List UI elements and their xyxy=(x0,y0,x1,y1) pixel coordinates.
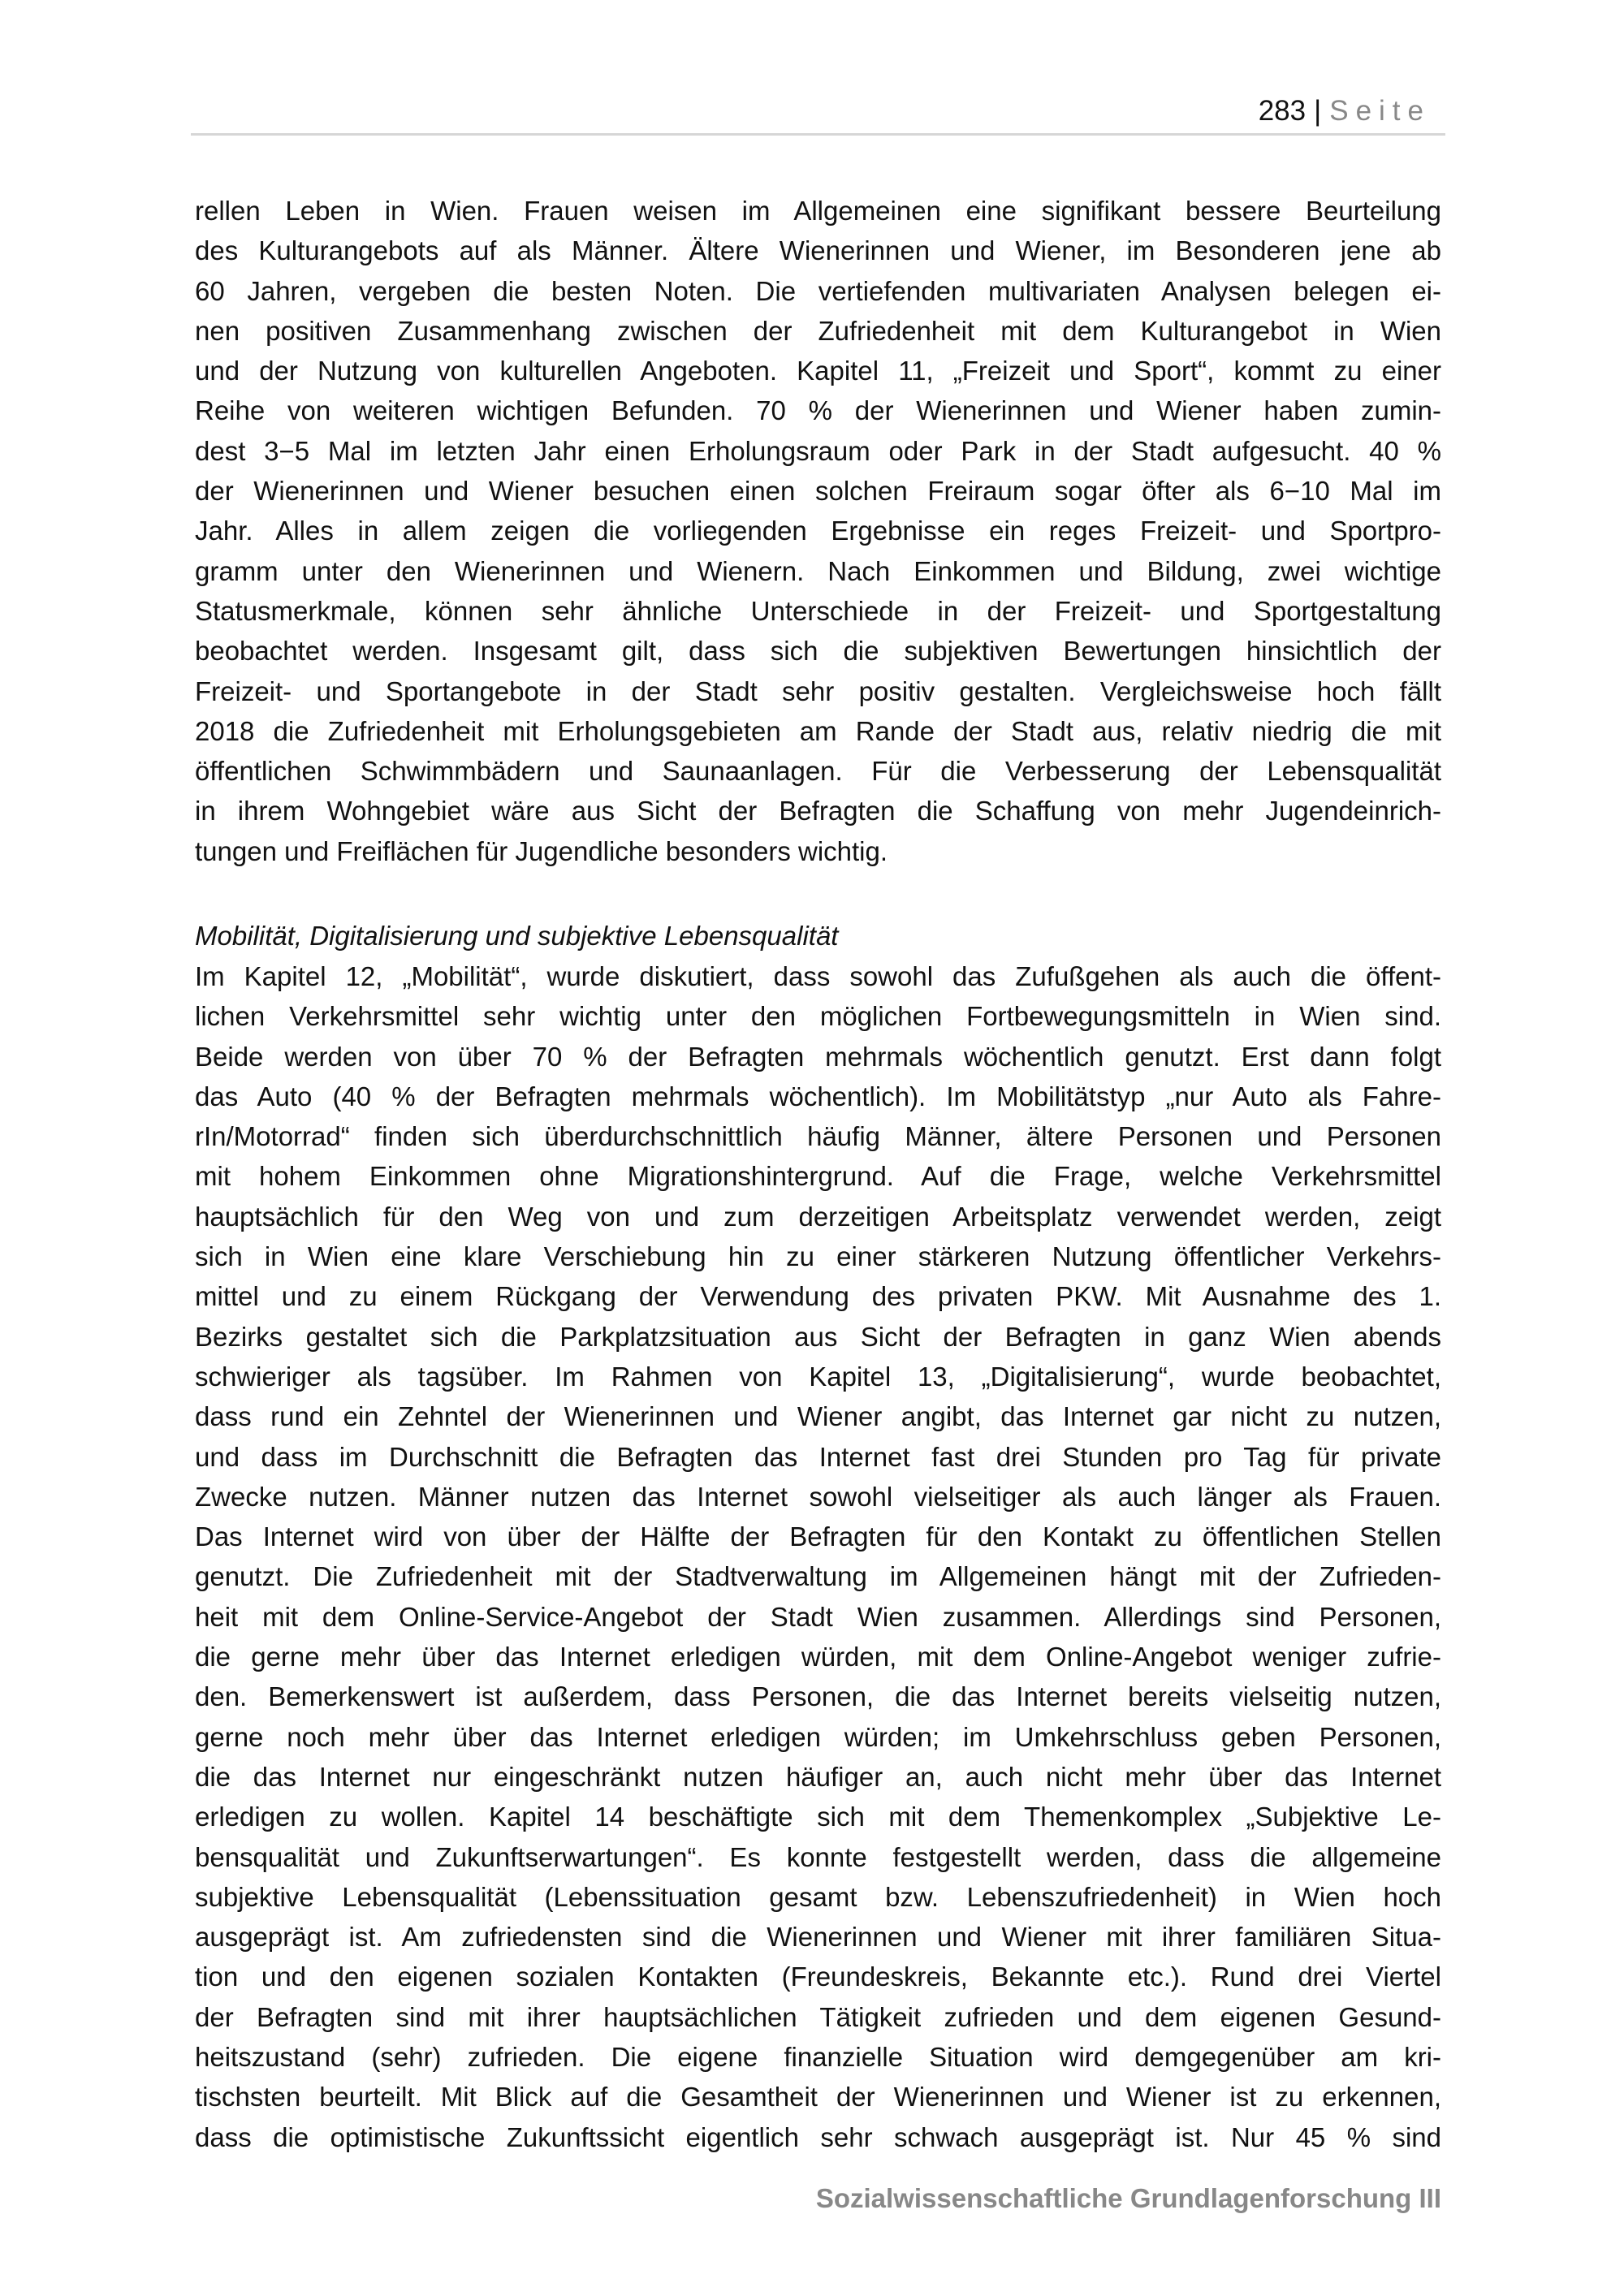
text-line: rellen Leben in Wien. Frauen weisen im Allgemeinen eine signifikant bessere Beurteilung xyxy=(195,196,1441,226)
text-line: der Befragten sind mit ihrer hauptsächlichen Tätigkeit zufrieden und dem eigenen Gesund- xyxy=(195,2001,1441,2032)
separator: | xyxy=(1314,95,1322,127)
page-header xyxy=(191,91,1445,136)
page-label: Seite xyxy=(1329,95,1431,127)
text-line: heitszustand (sehr) zufrieden. Die eigene finanzielle Situation wird demgegenüber am kri- xyxy=(195,2042,1441,2073)
text-line: die gerne mehr über das Internet erledigen würden, mit dem Online-Angebot weniger zufrie- xyxy=(195,1642,1441,1672)
text-line: sich in Wien eine klare Verschiebung hin zu einer stärkeren Nutzung öffentlicher Verkehrs- xyxy=(195,1241,1441,1272)
text-line: den. Bemerkenswert ist außerdem, dass Personen, die das Internet bereits vielseitig nutzen, xyxy=(195,1681,1441,1712)
paragraph-culture-leisure xyxy=(195,191,1441,871)
text-line: heit mit dem Online-Service-Angebot der Stadt Wien zusammen. Allerdings sind Personen, xyxy=(195,1601,1441,1632)
text-line: Statusmerkmale, können sehr ähnliche Unterschiede in der Freizeit- und Sportgestaltung xyxy=(195,595,1441,626)
text-line: der Wienerinnen und Wiener besuchen einen solchen Freiraum sogar öfter als 6−10 Mal im xyxy=(195,476,1441,507)
text-line: gramm unter den Wienerinnen und Wienern. Nach Einkommen und Bildung, zwei wichtige xyxy=(195,555,1441,586)
text-line: erledigen zu wollen. Kapitel 14 beschäftigte sich mit dem Themenkomplex „Subjektive Le- xyxy=(195,1802,1441,1832)
text-line: dass die optimistische Zukunftssicht eigentlich sehr schwach ausgeprägt ist. Nur 45 % sind xyxy=(195,2121,1441,2152)
text-line: nen positiven Zusammenhang zwischen der Zufriedenheit mit dem Kulturangebot in Wien xyxy=(195,315,1441,346)
text-line: und dass im Durchschnitt die Befragten das Internet fast drei Stunden pro Tag für private xyxy=(195,1441,1441,1472)
text-line: lichen Verkehrsmittel sehr wichtig unter den möglichen Fortbewegungsmitteln in Wien sind. xyxy=(195,1001,1441,1032)
text-line: Freizeit- und Sportangebote in der Stadt sehr positiv gestalten. Vergleichsweise hoch fällt xyxy=(195,675,1441,706)
text-line: mit hohem Einkommen ohne Migrationshintergrund. Auf die Frage, welche Verkehrsmittel xyxy=(195,1161,1441,1192)
text-line: genutzt. Die Zufriedenheit mit der Stadtverwaltung im Allgemeinen hängt mit der Zufrieden- xyxy=(195,1561,1441,1592)
text-line: schwieriger als tagsüber. Im Rahmen von Kapitel 13, „Digitalisierung“, wurde beobachtet, xyxy=(195,1361,1441,1392)
text-line: und der Nutzung von kulturellen Angeboten. Kapitel 11, „Freizeit und Sport“, kommt zu einer xyxy=(195,356,1441,386)
text-line: ausgeprägt ist. Am zufriedensten sind die Wienerinnen und Wiener mit ihrer familiären Situa- xyxy=(195,1922,1441,1953)
section-heading: Mobilität, Digitalisierung und subjektive Lebensqualität xyxy=(195,921,839,951)
text-line: in ihrem Wohngebiet wäre aus Sicht der Befragten die Schaffung von mehr Jugendeinrich- xyxy=(195,796,1441,826)
text-line: tungen und Freiflächen für Jugendliche besonders wichtig. xyxy=(195,835,888,866)
text-line: 2018 die Zufriedenheit mit Erholungsgebieten am Rande der Stadt aus, relativ niedrig die mit xyxy=(195,715,1441,746)
text-line: Beide werden von über 70 % der Befragten mehrmals wöchentlich genutzt. Erst dann folgt xyxy=(195,1041,1441,1072)
text-line: tischsten beurteilt. Mit Blick auf die Gesamtheit der Wienerinnen und Wiener ist zu erkennen, xyxy=(195,2082,1441,2113)
footer-title: Sozialwissenschaftliche Grundlagenforschung III xyxy=(815,2183,1441,2213)
text-line: des Kulturangebots auf als Männer. Ältere Wienerinnen und Wiener, im Besonderen jene ab xyxy=(195,235,1441,266)
text-line: dass rund ein Zehntel der Wienerinnen und Wiener angibt, das Internet gar nicht zu nutzen, xyxy=(195,1401,1441,1432)
page-number: 283 xyxy=(1258,95,1307,127)
text-line: bensqualität und Zukunftserwartungen“. Es konnte festgestellt werden, dass die allgemeine xyxy=(195,1841,1441,1872)
text-line: Jahr. Alles in allem zeigen die vorliegenden Ergebnisse ein reges Freizeit- und Sportpro- xyxy=(195,516,1441,546)
text-line: subjektive Lebensqualität (Lebenssituation gesamt bzw. Lebenszufriedenheit) in Wien hoch xyxy=(195,1881,1441,1912)
text-line: das Auto (40 % der Befragten mehrmals wöchentlich). Im Mobilitätstyp „nur Auto als Fahre- xyxy=(195,1081,1441,1111)
text-line: beobachtet werden. Insgesamt gilt, dass sich die subjektiven Bewertungen hinsichtlich der xyxy=(195,636,1441,667)
text-line: hauptsächlich für den Weg von und zum derzeitigen Arbeitsplatz verwendet werden, zeigt xyxy=(195,1201,1441,1232)
text-line: Im Kapitel 12, „Mobilität“, wurde diskutiert, dass sowohl das Zufußgehen als auch die öffent- xyxy=(195,961,1441,991)
text-line: mittel und zu einem Rückgang der Verwendung des privaten PKW. Mit Ausnahme des 1. xyxy=(195,1281,1441,1312)
text-line: dest 3−5 Mal im letzten Jahr einen Erholungsraum oder Park in der Stadt aufgesucht. 40 % xyxy=(195,435,1441,466)
page-number-label xyxy=(1259,91,1431,132)
text-line: Reihe von weiteren wichtigen Befunden. 70 % der Wienerinnen und Wiener haben zumin- xyxy=(195,395,1441,426)
text-line: die das Internet nur eingeschränkt nutzen häufiger an, auch nicht mehr über das Internet xyxy=(195,1761,1441,1792)
text-line: tion und den eigenen sozialen Kontakten (Freundeskreis, Bekannte etc.). Rund drei Viertel xyxy=(195,1962,1441,1992)
text-line: öffentlichen Schwimmbädern und Saunaanlagen. Für die Verbesserung der Lebensqualität xyxy=(195,756,1441,787)
text-line: rIn/Motorrad“ finden sich überdurchschnittlich häufig Männer, ältere Personen und Personen xyxy=(195,1121,1441,1152)
text-line: Bezirks gestaltet sich die Parkplatzsituation aus Sicht der Befragten in ganz Wien abends xyxy=(195,1321,1441,1352)
text-line: 60 Jahren, vergeben die besten Noten. Die vertiefenden multivariaten Analysen belegen ei- xyxy=(195,275,1441,306)
text-line: Das Internet wird von über der Hälfte der Befragten für den Kontakt zu öffentlichen Stellen xyxy=(195,1521,1441,1552)
paragraph-mobility-digitalization xyxy=(195,956,1441,2157)
text-line: gerne noch mehr über das Internet erledigen würden; im Umkehrschluss geben Personen, xyxy=(195,1721,1441,1752)
text-line: Zwecke nutzen. Männer nutzen das Internet sowohl vielseitiger als auch länger als Frauen. xyxy=(195,1481,1441,1512)
